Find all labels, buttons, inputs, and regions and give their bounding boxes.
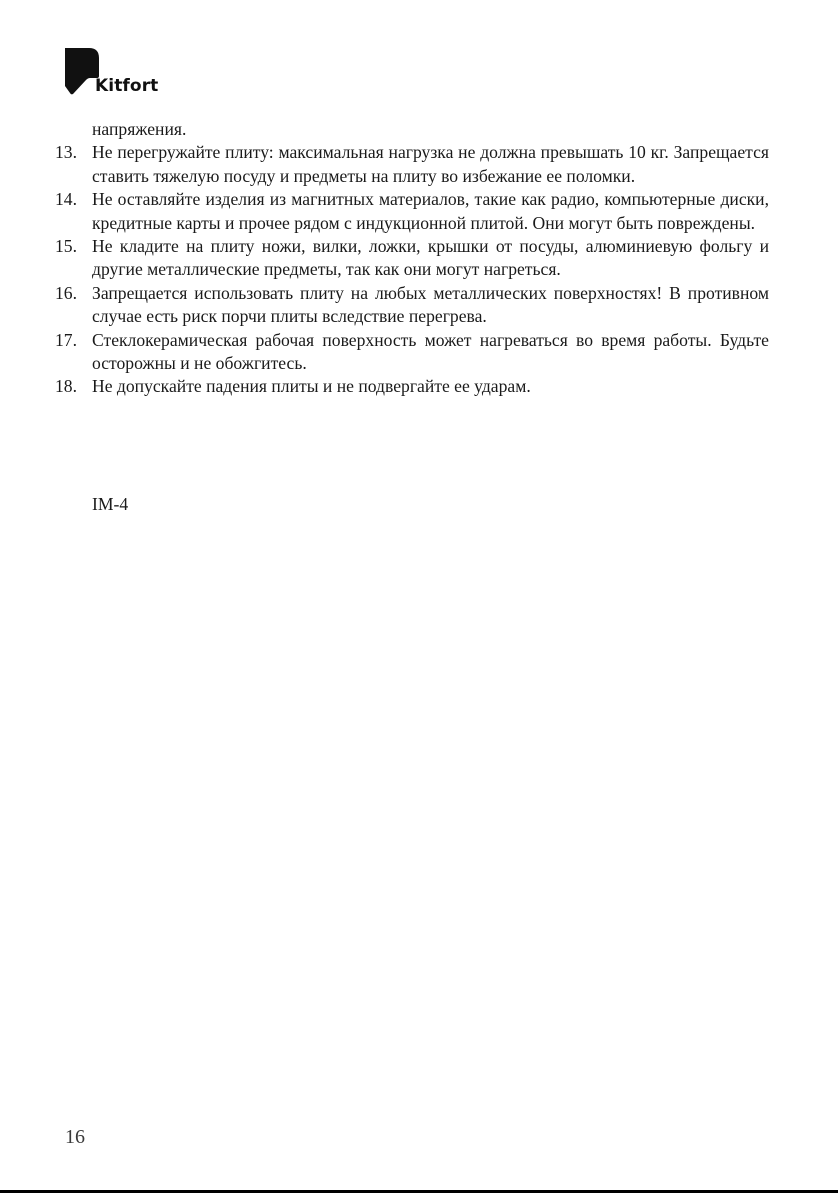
brand-logo [65,48,165,100]
safety-instructions [55,118,769,399]
list-item [55,141,769,188]
item-number: 16. [55,282,77,303]
item-text: Не кладите на плиту ножи, вилки, ложки, крышки от посуды, алюминиевую фольгу и другие металлические предметы, так как они могут нагреться. [92,236,769,280]
item-text: Не перегружайте плиту: максимальная нагрузка не должна превышать 10 кг. Запрещается ставить тяжелую посуду и предметы на плиту во избежание ее поломки. [92,142,769,186]
item-number: 14. [55,189,77,210]
list-item [55,375,769,398]
list-item [55,282,769,329]
page-number: 16 [65,1126,85,1148]
item-number: 17. [55,329,77,350]
item-text: Не допускайте падения плиты и не подвергайте ее ударам. [92,376,531,397]
kitfort-logo-mark-icon [65,48,99,95]
item-number: 15. [55,236,77,257]
item-text: Стеклокерамическая рабочая поверхность может нагреваться во время работы. Будьте осторожны и не обожгитесь. [92,329,769,374]
list-item [55,188,769,235]
model-code: IM-4 [92,494,129,514]
brand-name: Kitfort [95,76,159,96]
item-number: 18. [55,376,77,397]
item-text: Не оставляйте изделия из магнитных материалов, такие как радио, компьютерные диски, кредитные карты и прочее рядом с индукционной плитой. Они могут быть повреждены. [92,189,769,233]
list-item [55,235,769,282]
item-text: Запрещается использовать плиту на любых металлических поверхностях! В противном случае есть риск порчи плиты вследствие перегрева. [92,282,769,327]
list-item [55,329,769,376]
item-number: 13. [55,142,77,163]
continuation-text: напряжения. [92,119,187,139]
